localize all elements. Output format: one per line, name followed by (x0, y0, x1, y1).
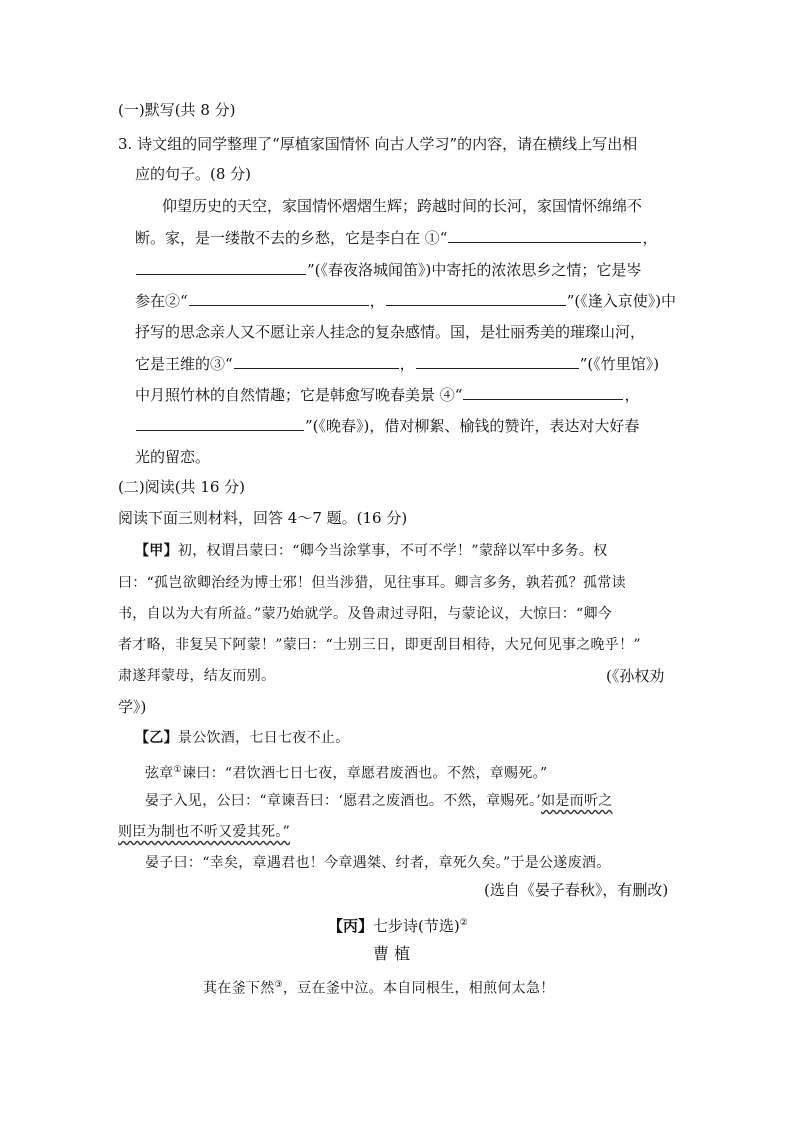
passage-line: 仰望历史的天空，家国情怀熠熠生辉；跨越时间的长河，家国情怀绵绵不 (162, 197, 643, 215)
footnote-marker: ① (173, 765, 182, 775)
passage-text: ， (624, 386, 640, 404)
question-3-line2: 应的句子。(8 分) (135, 165, 252, 183)
material-jia-line: 书，自以为大有所益。”蒙乃始就学。及鲁肃过寻阳，与蒙论议，大惊曰：“卿今 (118, 606, 613, 622)
material-bing-label: 【丙】 (328, 917, 374, 935)
passage-text: ， (399, 355, 415, 373)
material-jia-line: 肃遂拜蒙母，结友而别。 (118, 668, 276, 684)
passage-text: ”(《春夜洛城闻笛》)中寄托的浓浓思乡之情；它是岑 (307, 261, 642, 279)
passage-line (135, 416, 639, 436)
poem-author: 曹 植 (373, 944, 411, 963)
material-jia-source: (《孙权劝 (606, 667, 665, 685)
poem-title: 七步诗(节选) (373, 917, 460, 935)
material-jia-source: 学》) (118, 698, 147, 716)
poem-text (203, 975, 555, 999)
passage-line (135, 228, 657, 248)
answer-blank-2a[interactable] (189, 291, 369, 306)
material-jia-label: 【甲】 (135, 543, 178, 559)
material-jia-line: 者才略，非复吴下阿蒙！”蒙曰：“士别三日，即更刮目相待，大兄何见事之晚乎！” (118, 637, 641, 653)
footnote-marker: ② (459, 918, 468, 928)
passage-line (135, 385, 639, 405)
passage-text: ， (369, 292, 385, 310)
material-yi-line (118, 822, 290, 842)
material-text: 晏子入见，公曰：“章谏吾曰：‘愿君之废酒也。不然，章赐死。’ (145, 793, 542, 809)
question-3-line1: 3. 诗文组的同学整理了“厚植家国情怀 向古人学习”的内容，请在横线上写出相 (118, 135, 638, 153)
poem-line: ，豆在釜中泣。本自同根生，相煎何太急！ (282, 980, 555, 997)
passage-text: ”(《晚春》)，借对柳絮、榆钱的赞许，表达对大好春 (305, 417, 640, 435)
material-yi-line (135, 728, 350, 748)
answer-blank-1b[interactable] (136, 260, 306, 275)
material-yi-line (145, 791, 613, 811)
passage-text: ”(《竹里馆》) (579, 355, 660, 373)
passage-line: 光的留恋。 (135, 448, 211, 466)
section-heading-reading: (二)阅读(共 16 分) (118, 478, 246, 496)
answer-blank-2b[interactable] (386, 291, 566, 306)
passage-line: 抒写的思念亲人又不愿让亲人挂念的复杂感情。国，是壮丽秀美的璀璨山河， (135, 323, 646, 341)
reading-instructions: 阅读下面三则材料，回答 4～7 题。(16 分) (118, 509, 408, 527)
answer-blank-1a[interactable] (448, 228, 641, 243)
material-bing-title (328, 913, 468, 936)
material-text: 初，权谓吕蒙曰：“卿今当涂掌事，不可不学！”蒙辞以军中多务。权 (177, 543, 608, 559)
material-yi-source: (选自《晏子春秋》，有删改) (484, 881, 669, 899)
passage-line (135, 260, 641, 280)
material-jia-line (135, 541, 608, 561)
underlined-sentence: 则臣为制也不听又爱其死。” (118, 824, 291, 840)
material-yi-line (145, 760, 547, 784)
answer-blank-4b[interactable] (136, 416, 304, 431)
material-jia-line: 曰：“孤岂欲卿治经为博士邪！但当涉猎，见往事耳。卿言多务，孰若孤？孤常读 (118, 575, 626, 591)
material-text: 弦章 (145, 765, 174, 782)
passage-text: 断。家，是一缕散不去的乡愁，它是李白在 ①“ (135, 229, 448, 247)
answer-blank-3b[interactable] (416, 354, 579, 369)
poem-line: 萁在釜下然 (203, 980, 275, 997)
material-text: 谏曰：“君饮酒七日七夜，章愿君废酒也。不然，章赐死。” (181, 765, 548, 782)
passage-text: ”(《逢入京使》)中 (566, 292, 677, 310)
passage-text: 它是王维的③“ (135, 355, 233, 373)
material-text: 景公饮酒，七日七夜不止。 (177, 730, 350, 746)
passage-line (135, 291, 676, 311)
answer-blank-4a[interactable] (463, 385, 623, 400)
passage-text: 参在②“ (135, 292, 188, 310)
section-heading-dictation: (一)默写(共 8 分) (118, 101, 236, 119)
answer-blank-3a[interactable] (234, 354, 399, 369)
material-yi-line: 晏子曰：“幸矣，章遇君也！今章遇桀、纣者，章死久矣。”于是公遂废酒。 (145, 855, 611, 871)
passage-text: 中月照竹林的自然情趣；它是韩愈写晚春美景 ④“ (135, 386, 463, 404)
underlined-sentence: 如是而听之 (541, 793, 613, 809)
passage-text: ， (642, 229, 658, 247)
passage-line (135, 354, 659, 374)
footnote-marker: ③ (274, 980, 283, 990)
material-yi-label: 【乙】 (135, 730, 178, 746)
